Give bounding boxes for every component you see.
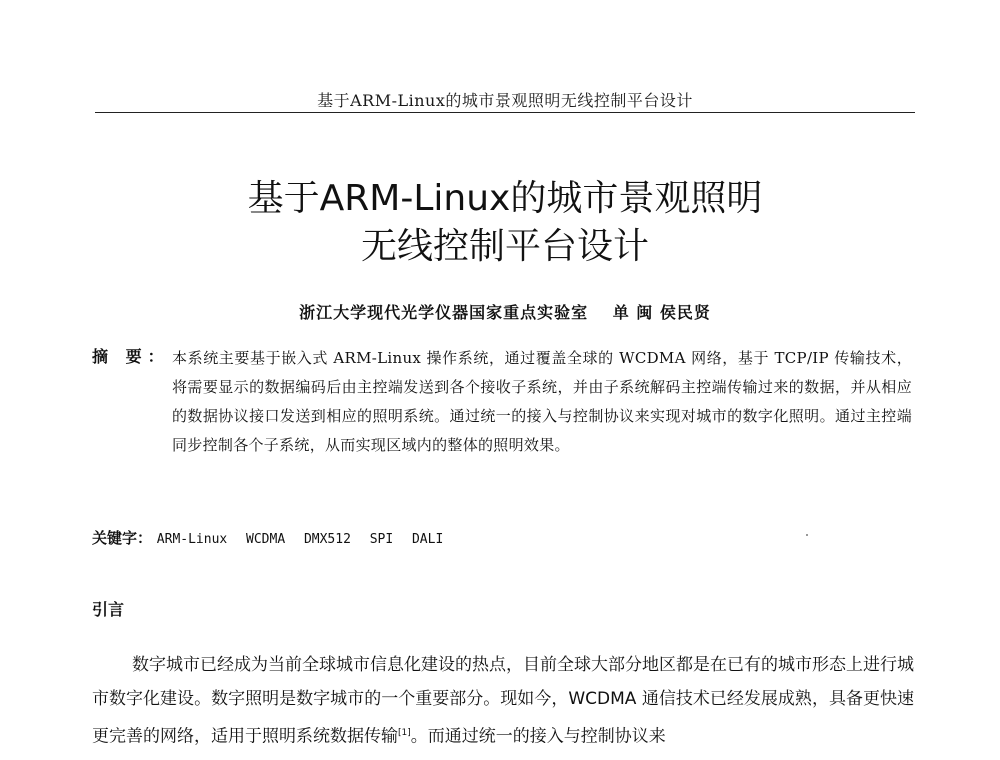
citation-marker: [1] xyxy=(398,728,411,738)
institution: 浙江大学现代光学仪器国家重点实验室 xyxy=(299,303,589,322)
abstract xyxy=(92,344,912,460)
keyword: WCDMA xyxy=(246,532,286,547)
affiliation xyxy=(95,300,915,323)
header-rule xyxy=(95,112,915,113)
title-line-2: 无线控制平台设计 xyxy=(360,226,649,267)
keywords-label: 关键字： xyxy=(92,529,153,547)
abstract-text: 本系统主要基于嵌入式 ARM-Linux 操作系统，通过覆盖全球的 WCDMA 网络，基于 TCP/IP 传输技术，将需要显示的数据编码后由主控端发送到各个接收子系统，并由子系统解码主控端传输过来的数据，并从相应的数据协议接口发送到相应的照明系统。通过统一的接入与控制协议来实现对城市的数字化照明。通过主控端同步控制各个子系统，从而实现区域内的整体的照明效果。 xyxy=(172,349,912,454)
keyword: ARM-Linux xyxy=(156,532,228,547)
running-header: 基于ARM-Linux的城市景观照明无线控制平台设计 xyxy=(317,91,693,110)
intro-text-part1: 数字城市已经成为当前全球城市信息化建设的热点，目前全球大部分地区都是在已有的城市形态上进行城市数字化建设。数字照明是数字城市的一个重要部分。现如今，WCDMA 通信技术已经发展成熟，具备更快速更完善的网络，适用于照明系统数据传输 xyxy=(92,655,914,747)
speck xyxy=(806,534,808,536)
title-line-1: 基于ARM-Linux的城市景观照明 xyxy=(247,178,763,219)
keyword: DMX512 xyxy=(303,532,351,547)
authors: 单 闽 侯民贤 xyxy=(612,303,711,322)
abstract-label: 摘 要： xyxy=(92,347,170,366)
keyword: SPI xyxy=(369,532,394,547)
intro-text-part2: 。而通过统一的接入与控制协议来 xyxy=(410,726,666,747)
keywords xyxy=(92,527,457,548)
intro-paragraph xyxy=(92,648,914,754)
paper-title xyxy=(95,175,915,271)
section-heading-intro: 引言 xyxy=(92,600,125,619)
keyword: DALI xyxy=(411,532,444,547)
